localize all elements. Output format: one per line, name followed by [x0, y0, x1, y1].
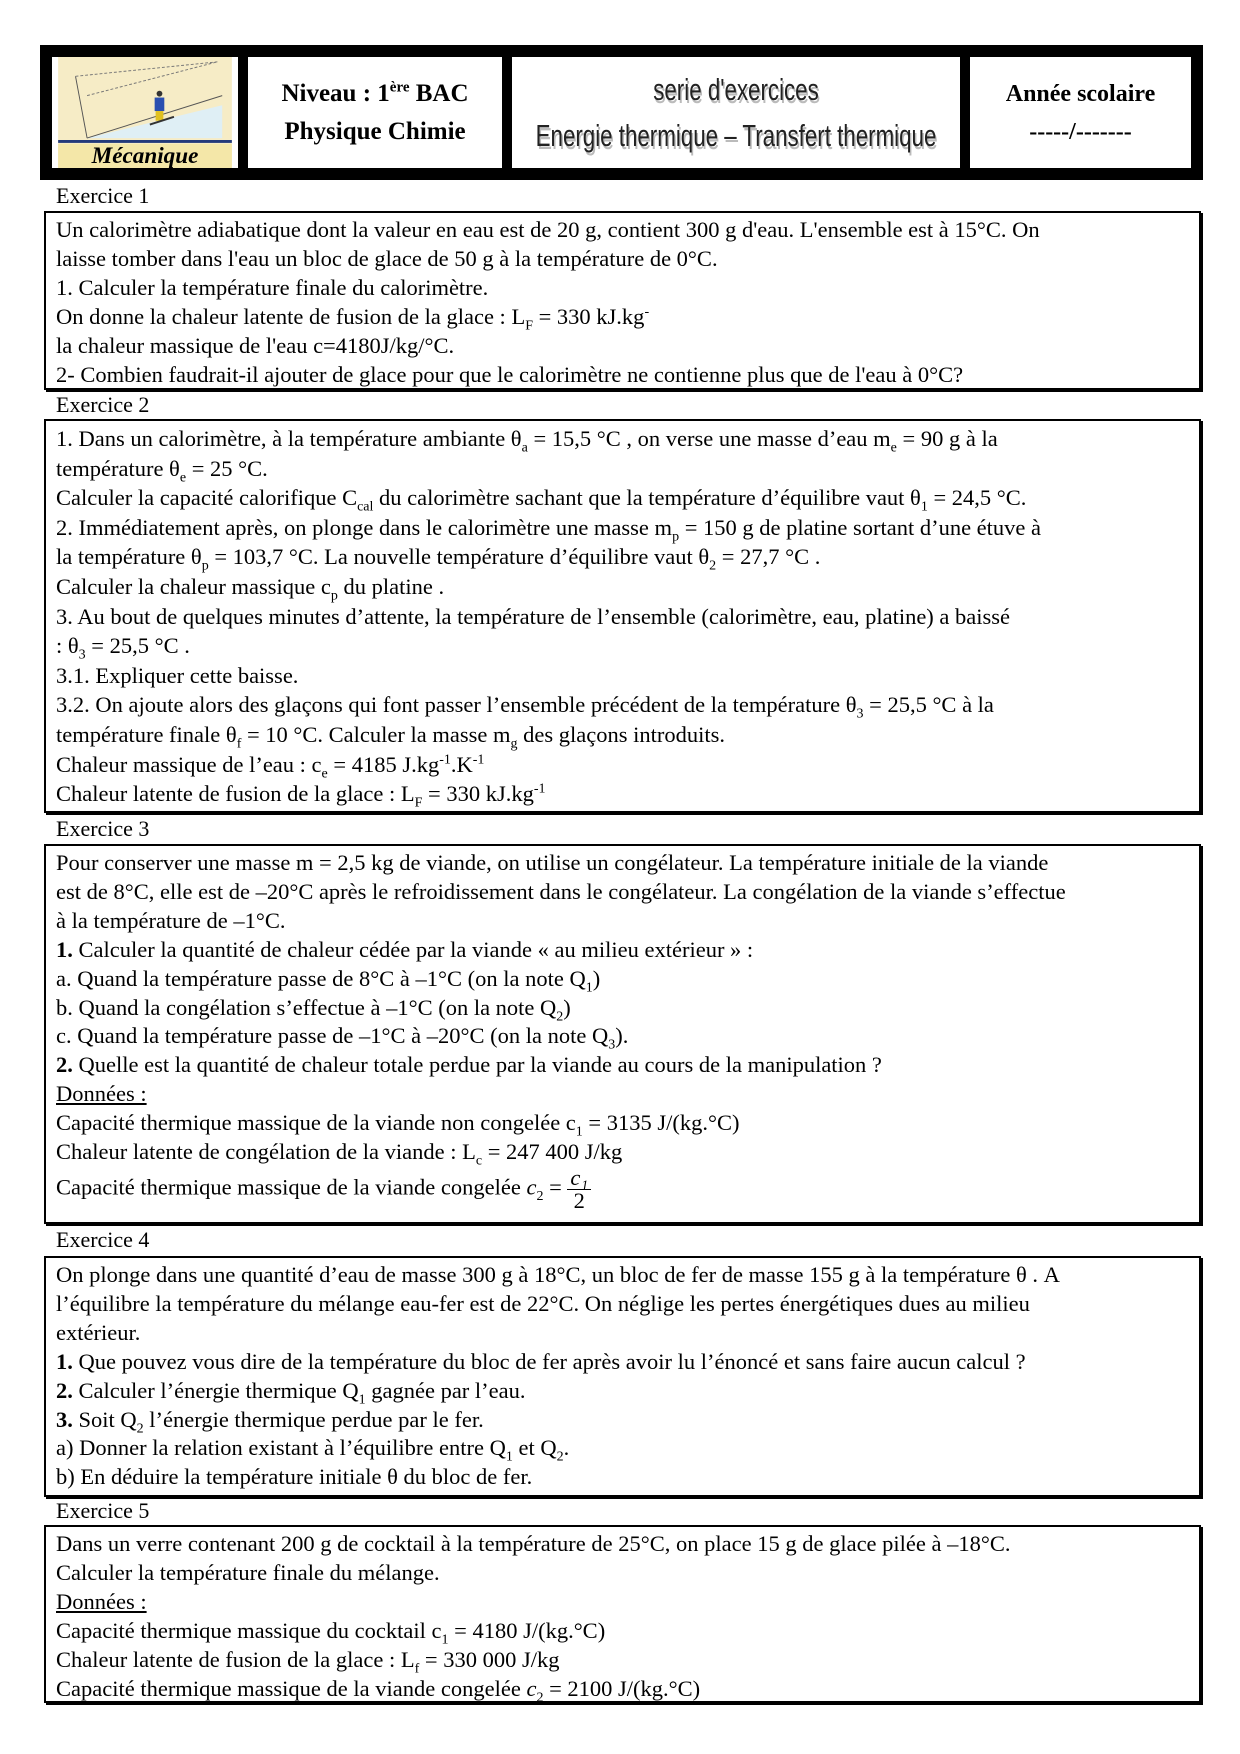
question-number: 3. [56, 1406, 73, 1432]
subscript: F [414, 795, 423, 811]
text-run: 2- Combien faudrait-il ajouter de glace pour que le calorimètre ne contienne plus que de l'eau à 0°C? [56, 361, 964, 387]
superscript: - [644, 304, 650, 320]
text-run: = 15,5 °C , on verse une masse d’eau m [527, 426, 891, 451]
subscript: e [890, 440, 897, 456]
superscript: -1 [439, 752, 451, 768]
text-run: b) En déduire la température initiale θ du bloc de fer. [56, 1464, 533, 1490]
text-run: l’énergie thermique perdue par le fer. [143, 1406, 484, 1432]
exercise-text-line [56, 245, 1189, 274]
exercise-text-line [56, 1377, 1189, 1406]
subscript: 2 [709, 558, 717, 574]
text-run: Capacité thermique massique de la viande congelée [56, 1174, 527, 1200]
exercise-text-line [56, 661, 1189, 691]
subscript: 3 [856, 706, 864, 722]
text-run: la température θ [56, 544, 202, 570]
text-run: Calculer la capacité calorifique C [56, 485, 358, 511]
topic-title: Energie thermique – Transfert thermique [535, 117, 937, 153]
exercise-3-box [44, 844, 1201, 1224]
text-run: l’équilibre la température du mélange eau-fer est de 22°C. On néglige les pertes énergétiques dues au milieu [56, 1290, 1030, 1316]
text-run: Que pouvez vous dire de la température du bloc de fer après avoir lu l’énoncé et sans faire aucun calcul ? [72, 1348, 1026, 1374]
text-run: 3.1. Expliquer cette baisse. [56, 662, 299, 688]
text-run: du platine . [337, 573, 445, 599]
text-run: 2. Immédiatement après, on plonge dans le calorimètre une masse m [56, 514, 673, 540]
exercise-text-line [56, 1588, 1189, 1617]
exercise-text-line [56, 513, 1189, 543]
data-heading: Données : [56, 1081, 147, 1107]
text-run: Calculer l’énergie thermique Q [72, 1377, 359, 1403]
question-number: 1. [56, 936, 73, 962]
exercise-text-line [56, 994, 1189, 1023]
subscript: 2 [556, 1009, 564, 1025]
exercise-text-line [56, 907, 1189, 936]
exercise-text-line [56, 1051, 1189, 1080]
text-run: Calculer la quantité de chaleur cédée par la viande « au milieu extérieur » : [72, 936, 754, 962]
exercise-text-line [56, 454, 1189, 484]
text-run: On plonge dans une quantité d’eau de masse 300 g à 18°C, un bloc de fer de masse 155 g à la température θ . A [56, 1262, 1060, 1287]
exercise-text-line [56, 936, 1189, 965]
subscript: c [475, 1153, 483, 1169]
text-run: température θ [56, 455, 180, 481]
subscript: p [201, 558, 209, 574]
exercise-text-line [56, 690, 1189, 720]
text-run: = 25 °C. [186, 455, 268, 481]
exercise-text-line [56, 1022, 1189, 1051]
text-run: extérieur. [56, 1319, 141, 1345]
subscript: f [236, 736, 242, 752]
text-run: = 4180 J/(kg.°C) [448, 1617, 606, 1643]
exercise-3-label: Exercice 3 [56, 816, 150, 841]
exercise-text-line [56, 965, 1189, 994]
subscript: e [321, 766, 328, 782]
text-run: = 25,5 °C à la [863, 692, 994, 718]
exercise-5-box [44, 1525, 1201, 1706]
text-run: Capacité thermique massique de la viande congelée [56, 1675, 527, 1701]
fraction-denominator: 2 [573, 1187, 585, 1213]
exercise-text-line [56, 750, 1189, 780]
exercise-text-line [56, 542, 1189, 572]
text-run: . [563, 1435, 570, 1461]
exercise-text-line [56, 1261, 1189, 1290]
text-run: Chaleur latente de fusion de la glace : L [56, 781, 415, 807]
text-run: 1. Calculer la température finale du calorimètre. [56, 274, 489, 300]
text-run: = 90 g à la [896, 426, 998, 451]
question-number: 2. [56, 1052, 73, 1078]
fraction-numerator: c₁ [567, 1167, 591, 1190]
text-run: du calorimètre sachant que la température d’équilibre vaut θ [373, 485, 921, 511]
text-run: Un calorimètre adiabatique dont la valeur en eau est de 20 g, contient 300 g d'eau. L'ensemble est à 15°C. On [56, 217, 1040, 242]
exercise-text-line [56, 1617, 1189, 1646]
mechanics-logo [50, 55, 240, 170]
text-run: ) [592, 965, 601, 991]
text-run: = 2100 J/(kg.°C) [543, 1675, 701, 1701]
exercise-1-label: Exercice 1 [56, 183, 150, 208]
exercise-2-box [44, 419, 1201, 813]
subscript: F [525, 318, 533, 334]
subscript: 1 [575, 1124, 583, 1140]
text-run: à la température de –1°C. [56, 907, 286, 933]
exercise-text-line [56, 1080, 1189, 1109]
text-run: et Q [512, 1435, 557, 1461]
exercise-4-box [44, 1256, 1201, 1497]
school-year-value: -----/------- [1029, 118, 1132, 145]
logo-caption: Mécanique [91, 143, 199, 168]
text-run: = 150 g de platine sortant d’une étuve à [679, 514, 1042, 540]
subscript: g [510, 736, 518, 752]
subscript: 1 [505, 1449, 513, 1465]
subscript: 2 [536, 1690, 544, 1706]
series-title: serie d'exercices [653, 71, 819, 107]
exercise-text-line [56, 602, 1189, 632]
text-run: a. Quand la température passe de 8°C à –1°C (on la note Q [56, 965, 586, 991]
question-number: 1. [56, 1348, 73, 1374]
exercise-text-line [56, 1559, 1189, 1588]
text-run: = 330 kJ.kg [532, 303, 645, 329]
subscript: a [521, 440, 528, 456]
text-run: Pour conserver une masse m = 2,5 kg de viande, on utilise un congélateur. La température initiale de la viande [56, 850, 1049, 875]
data-heading: Données : [56, 1588, 147, 1614]
exercise-text-line [56, 1675, 1189, 1704]
exercise-text-line [56, 361, 1189, 390]
superscript: -1 [472, 752, 485, 768]
subscript: 1 [920, 499, 928, 515]
subscript: cal [357, 499, 374, 515]
subscript: 1 [358, 1392, 366, 1408]
exercise-text-line [56, 1463, 1189, 1492]
question-number: 2. [56, 1377, 73, 1403]
exercise-text-line [56, 1164, 1189, 1213]
subscript: 2 [536, 1189, 544, 1205]
text-run: = 10 °C. Calculer la masse m [241, 721, 511, 747]
subject-text: Physique Chimie [284, 117, 466, 145]
text-run: : θ [56, 633, 79, 659]
text-run: température finale θ [56, 721, 237, 747]
text-run: Capacité thermique massique de la viande non congelée c [56, 1110, 576, 1136]
school-year-cell [968, 55, 1193, 170]
text-run: 3. Au bout de quelques minutes d’attente, la température de l’ensemble (calorimètre, eau, platine) a baissé [56, 603, 1011, 629]
exercise-text-line [56, 303, 1189, 332]
text-run: Chaleur latente de congélation de la viande : L [56, 1139, 476, 1165]
text-run: = [543, 1174, 568, 1200]
subscript: e [179, 470, 187, 486]
subscript: p [672, 529, 680, 545]
text-run: Chaleur massique de l’eau : c [56, 751, 322, 777]
exercise-text-line [56, 424, 1189, 454]
text-run: Capacité thermique massique du cocktail c [56, 1617, 442, 1643]
text-run: ) [563, 994, 571, 1020]
subscript: 2 [136, 1421, 144, 1437]
text-run: des glaçons introduits. [517, 721, 725, 747]
exercise-text-line [56, 720, 1189, 750]
school-year-label: Année scolaire [1005, 80, 1156, 107]
exercise-5-label: Exercice 5 [56, 1498, 150, 1523]
text-run: = 4185 J.kg [327, 751, 440, 777]
exercise-text-line [56, 1109, 1189, 1138]
text-run: Chaleur latente de fusion de la glace : L [56, 1646, 415, 1672]
text-run: = 247 400 J/kg [482, 1139, 623, 1165]
text-run: = 3135 J/(kg.°C) [582, 1110, 740, 1136]
exercise-text-line [56, 1434, 1189, 1463]
exercise-text-line [56, 483, 1189, 513]
text-run: est de 8°C, elle est de –20°C après le refroidissement dans le congélateur. La congélation de la viande s’effectue [56, 878, 1066, 904]
text-run: = 330 kJ.kg [422, 781, 534, 807]
exercise-text-line [56, 1530, 1189, 1559]
exercise-text-line [56, 274, 1189, 303]
text-run: Dans un verre contenant 200 g de cocktail à la température de 25°C, on place 15 g de glace pilée à –18°C. [56, 1531, 1011, 1556]
exercise-text-line [56, 572, 1189, 602]
exercise-text-line [56, 216, 1189, 245]
text-run: = 24,5 °C. [927, 485, 1027, 511]
subscript: 3 [78, 647, 86, 663]
text-run: b. Quand la congélation s’effectue à –1°C (on la note Q [56, 994, 557, 1020]
exercise-text-line [56, 1319, 1189, 1348]
text-run: Soit Q [72, 1406, 137, 1432]
subscript: f [414, 1661, 420, 1677]
subscript: 1 [441, 1632, 449, 1648]
text-run: Quelle est la quantité de chaleur totale perdue par la viande au cours de la manipulation ? [72, 1052, 882, 1078]
level-cell [246, 55, 504, 170]
text-run: = 103,7 °C. La nouvelle température d’équilibre vaut θ [208, 544, 710, 570]
exercise-2-label: Exercice 2 [56, 392, 150, 417]
text-run: = 27,7 °C . [716, 544, 821, 570]
text-run: gagnée par l’eau. [365, 1377, 526, 1403]
superscript: -1 [533, 781, 546, 797]
exercise-text-line [56, 1348, 1189, 1377]
text-run: Calculer la température finale du mélange. [56, 1559, 440, 1585]
exercise-text-line [56, 1646, 1189, 1675]
exercise-text-line [56, 878, 1189, 907]
text-run: 1. Dans un calorimètre, à la température ambiante θ [56, 426, 522, 451]
text-run: laisse tomber dans l'eau un bloc de glace de 50 g à la température de 0°C. [56, 245, 718, 271]
exercise-text-line [56, 1290, 1189, 1319]
text-run: 3.2. On ajoute alors des glaçons qui font passer l’ensemble précédent de la température θ [56, 692, 857, 718]
text-run: = 330 000 J/kg [419, 1646, 560, 1672]
math-variable: c [526, 1675, 537, 1701]
fraction [567, 1164, 591, 1213]
subscript: p [330, 588, 338, 604]
text-run: On donne la chaleur latente de fusion de la glace : L [56, 303, 526, 329]
level-text: Niveau : 1ère BAC [281, 79, 469, 107]
exercise-text-line [56, 849, 1189, 878]
exercise-text-line [56, 779, 1189, 809]
text-run: c. Quand la température passe de –1°C à –20°C (on la note Q [56, 1023, 609, 1049]
inclined-plane-skier-icon [55, 57, 235, 168]
exercise-text-line [56, 1406, 1189, 1435]
text-run: ). [615, 1023, 629, 1049]
math-variable: c [526, 1174, 537, 1200]
exercise-4-label: Exercice 4 [56, 1227, 150, 1252]
exercise-text-line [56, 332, 1189, 361]
text-run: .K [450, 751, 473, 777]
text-run: la chaleur massique de l'eau c=4180J/kg/°C. [56, 332, 455, 358]
document-header [40, 45, 1203, 180]
exercise-text-line [56, 631, 1189, 661]
title-cell [510, 55, 962, 170]
exercise-text-line [56, 1138, 1189, 1167]
text-run: = 25,5 °C . [85, 633, 190, 659]
subscript: 1 [585, 980, 593, 996]
text-run: a) Donner la relation existant à l’équilibre entre Q [56, 1435, 506, 1461]
text-run: Calculer la chaleur massique c [56, 573, 331, 599]
subscript: 3 [608, 1037, 616, 1053]
exercise-1-box [44, 211, 1201, 390]
subscript: 2 [556, 1449, 564, 1465]
